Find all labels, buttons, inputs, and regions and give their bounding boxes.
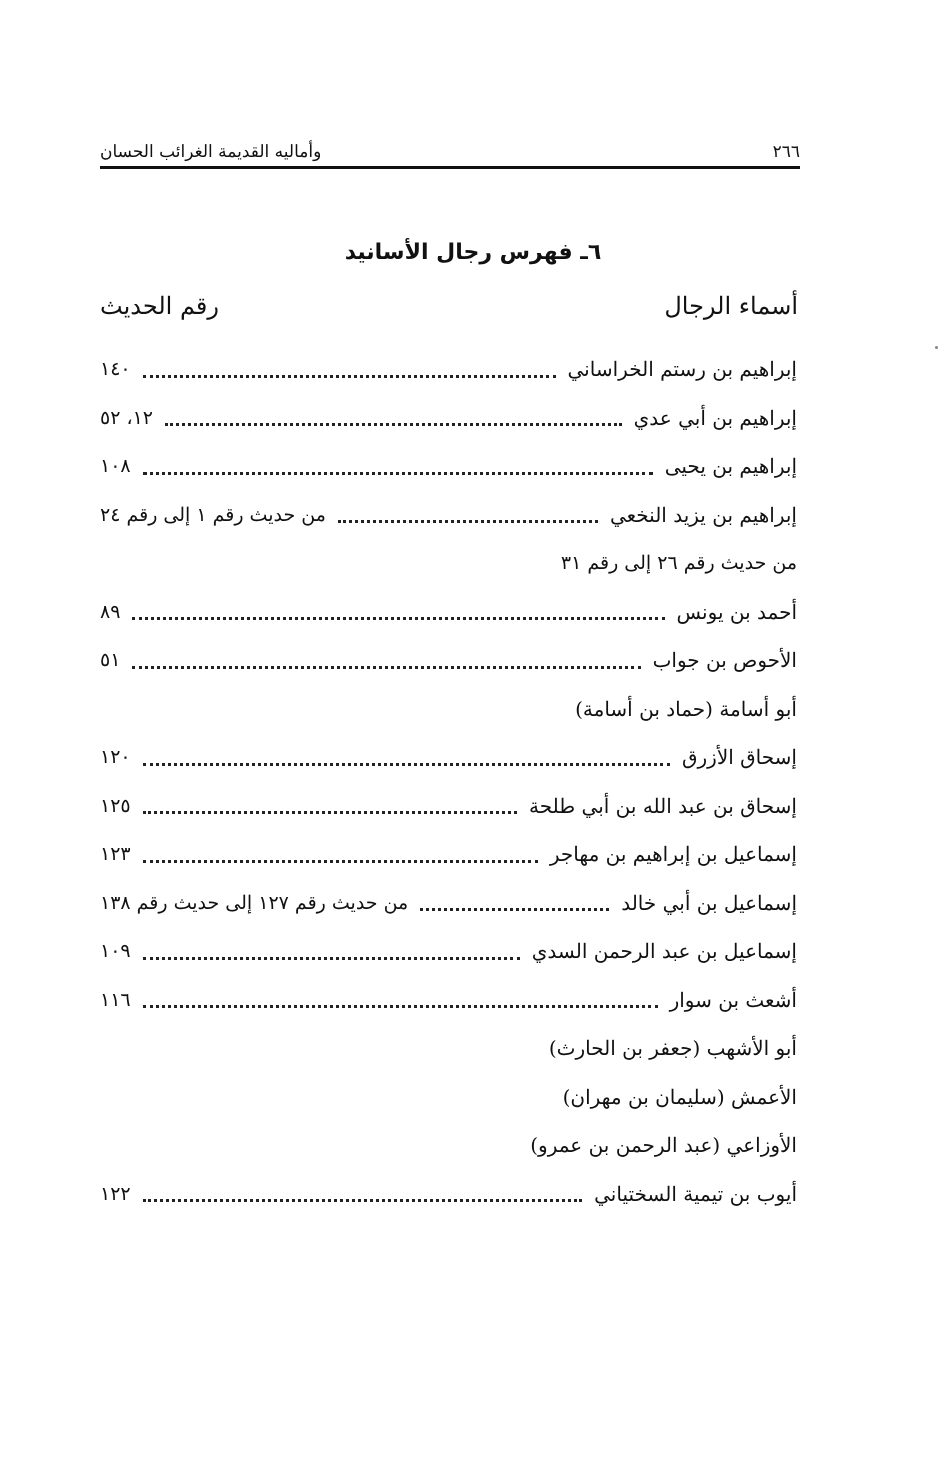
index-entry (100, 830, 797, 879)
index-title: ٦ـ فهرس رجال الأسانيد (344, 240, 602, 265)
dot-leader (132, 656, 640, 669)
dot-leader (132, 607, 664, 620)
dot-leader (143, 801, 517, 814)
entry-reference: ١٢٥ (100, 794, 131, 817)
entry-reference: من حديث رقم ١ إلى رقم ٢٤ (100, 503, 326, 526)
entry-name: إبراهيم بن يحيى (664, 454, 797, 479)
dot-leader (165, 413, 622, 426)
index-entry (100, 976, 797, 1025)
entry-reference: ١٤٠ (100, 358, 131, 381)
entry-reference: ١٠٨ (100, 455, 131, 478)
numbers-column-heading: رقم الحديث (100, 292, 219, 320)
entry-name: إبراهيم بن أبي عدي (633, 405, 797, 430)
index-entry (100, 588, 797, 637)
index-entry-continuation (100, 539, 797, 588)
entry-name: أبو أسامة (حماد بن أسامة) (575, 696, 797, 721)
index-entry (100, 879, 797, 928)
entry-name: أبو الأشهب (جعفر بن الحارث) (548, 1036, 797, 1061)
entry-name: أشعث بن سوار (669, 987, 797, 1012)
entry-name: أيوب بن تيمية السختياني (594, 1181, 797, 1206)
entry-reference: ٥١ (100, 649, 121, 672)
entry-reference: من حديث رقم ١٢٧ إلى حديث رقم ١٣٨ (100, 891, 409, 914)
dot-leader (143, 1189, 583, 1202)
index-entry (100, 733, 797, 782)
index-entries (100, 345, 797, 1218)
dot-leader (143, 995, 658, 1008)
dot-leader (143, 947, 520, 960)
index-entry (100, 1121, 797, 1170)
entry-reference: ١٠٩ (100, 940, 131, 963)
entry-name: إبراهيم بن يزيد النخعي (609, 502, 797, 527)
entry-name: إسماعيل بن عبد الرحمن السدي (531, 939, 797, 964)
entry-name: إسماعيل بن أبي خالد (621, 890, 797, 915)
index-entry (100, 1073, 797, 1122)
dot-leader (338, 510, 598, 523)
index-entry (100, 636, 797, 685)
index-entry (100, 394, 797, 443)
dot-leader (143, 365, 556, 378)
index-entry (100, 442, 797, 491)
entry-reference: ٨٩ (100, 600, 121, 623)
index-entry (100, 345, 797, 394)
dot-leader (143, 753, 670, 766)
entry-name: إسماعيل بن إبراهيم بن مهاجر (549, 842, 797, 867)
entry-reference: ١٢٢ (100, 1182, 131, 1205)
dot-leader (143, 850, 538, 863)
dot-leader (420, 898, 609, 911)
entry-reference: ١١٦ (100, 988, 131, 1011)
entry-reference: ١٢٠ (100, 746, 131, 769)
index-entry (100, 927, 797, 976)
entry-name: الأعمش (سليمان بن مهران) (562, 1084, 797, 1109)
entry-name: إسحاق بن عبد الله بن أبي طلحة (529, 793, 797, 818)
index-entry (100, 685, 797, 734)
index-entry (100, 1024, 797, 1073)
index-entry (100, 782, 797, 831)
index-entry (100, 491, 797, 540)
entry-reference: ١٢٣ (100, 843, 131, 866)
entry-name: أحمد بن يونس (676, 599, 797, 624)
names-column-heading: أسماء الرجال (664, 292, 798, 320)
entry-name: الأوزاعي (عبد الرحمن بن عمرو) (530, 1133, 797, 1158)
index-entry (100, 1170, 797, 1219)
entry-reference: من حديث رقم ٢٦ إلى رقم ٣١ (560, 552, 797, 575)
entry-name: الأحوص بن جواب (652, 648, 797, 673)
entry-name: إبراهيم بن رستم الخراساني (567, 357, 797, 382)
entry-reference: ١٢، ٥٢ (100, 406, 154, 429)
book-title: وأماليه القديمة الغرائب الحسان (100, 142, 322, 162)
running-head (100, 126, 800, 169)
scan-speck (935, 346, 938, 349)
entry-name: إسحاق الأزرق (682, 745, 797, 770)
dot-leader (143, 462, 653, 475)
page-number: ٢٦٦ (772, 142, 800, 162)
